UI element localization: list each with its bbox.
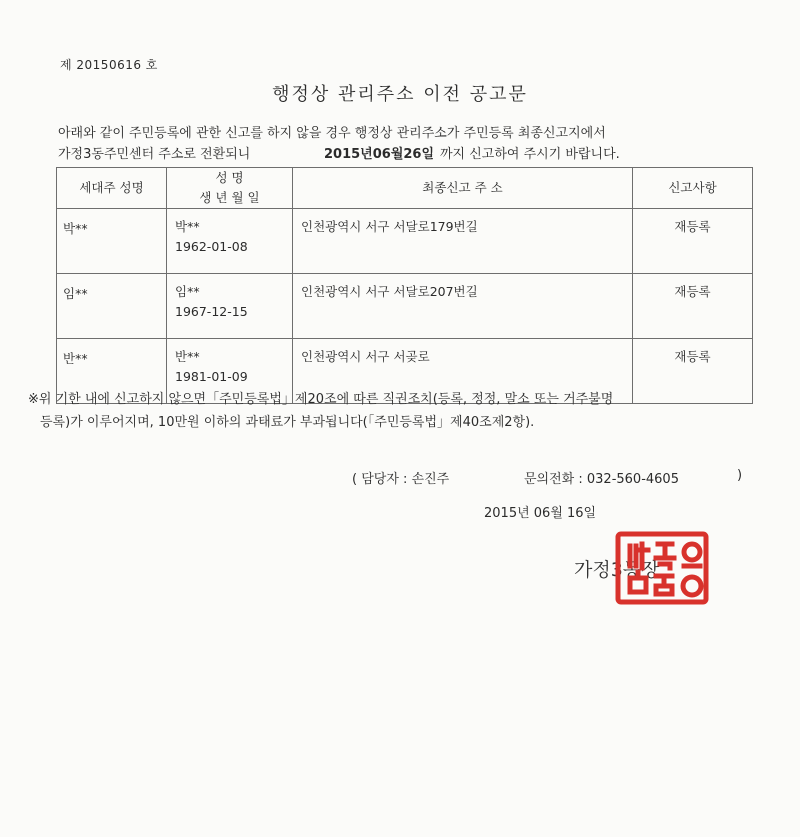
header-name-birth (167, 168, 293, 209)
person-cell (167, 209, 293, 274)
address-cell: 인천광역시 서구 서달로207번길 (293, 274, 633, 339)
header-report-type: 신고사항 (633, 168, 753, 209)
person-name: 임** (175, 284, 200, 299)
document-number: 제 20150616 호 (60, 58, 158, 72)
address-cell: 인천광역시 서구 서달로179번길 (293, 209, 633, 274)
notice-note-line-2: 등록)가 이루어지며, 10만원 이하의 과태료가 부과됩니다(「주민등록법」제40조제2항). (40, 415, 535, 430)
address-cell: 인천광역시 서구 서곶로 (293, 339, 633, 404)
contact-line (352, 468, 743, 487)
person-name: 반** (175, 349, 200, 364)
header-address: 최종신고 주 소 (293, 168, 633, 209)
table-row (57, 274, 753, 339)
official-seal-icon (612, 528, 712, 608)
householder-cell: 반** (57, 339, 167, 404)
person-birth: 1981-01-09 (175, 369, 248, 384)
signature-title: 가정3동장 (574, 559, 660, 581)
intro-line-2-head: 가정3동주민센터 주소로 전환되니 (58, 147, 251, 162)
issue-date: 2015년 06월 16일 (484, 506, 597, 521)
intro-line-1: 아래와 같이 주민등록에 관한 신고를 하지 않을 경우 행정상 관리주소가 주민등록 최종신고지에서 (58, 126, 606, 141)
header-person-name: 성 명 (215, 170, 244, 185)
header-householder: 세대주 성명 (57, 168, 167, 209)
report-type-cell: 재등록 (633, 274, 753, 339)
person-cell (167, 274, 293, 339)
contact-close-paren: ) (737, 468, 743, 483)
notice-table (56, 167, 753, 404)
householder-cell: 박** (57, 209, 167, 274)
contact-phone: 문의전화 : 032-560-4605 (524, 472, 679, 487)
contact-person: ( 담당자 : 손진주 (352, 472, 450, 487)
person-name: 박** (175, 219, 200, 234)
intro-line-2 (58, 143, 620, 162)
table-header-row (57, 168, 753, 209)
person-birth: 1967-12-15 (175, 304, 248, 319)
notice-note-line-1: ※위 기한 내에 신고하지 않으면「주민등록법」제20조에 따른 직권조치(등록, 정정, 말소 또는 거주불명 (28, 392, 614, 407)
header-person-birth: 생 년 월 일 (199, 190, 260, 205)
householder-cell: 임** (57, 274, 167, 339)
person-birth: 1962-01-08 (175, 239, 248, 254)
report-type-cell: 재등록 (633, 339, 753, 404)
intro-line-2-tail: 까지 신고하여 주시기 바랍니다. (440, 147, 620, 162)
document-title: 행정상 관리주소 이전 공고문 (272, 84, 528, 105)
table-row (57, 209, 753, 274)
deadline-date: 2015년06월26일 (324, 147, 435, 162)
report-type-cell: 재등록 (633, 209, 753, 274)
